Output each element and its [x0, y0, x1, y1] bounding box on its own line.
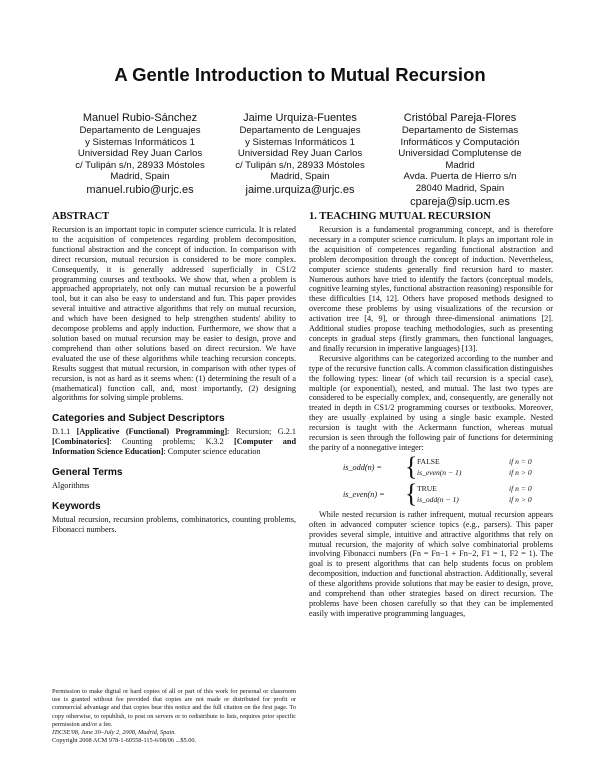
equation-case-condition: if n = 0 — [509, 483, 532, 493]
author-affiliation-line: Departamento de Lenguajes — [79, 125, 201, 136]
equation-case-condition: if n > 0 — [509, 467, 532, 477]
author-email: cpareja@sip.ucm.es — [410, 195, 510, 208]
equation-lhs: is_odd(n) = — [343, 462, 382, 472]
keywords-text: Mutual recursion, recursion problems, combinatorics, counting problems, Fibonacci numbers. — [52, 514, 296, 534]
author-block-3 — [370, 112, 550, 209]
author-affiliation-line: Universidad Complutense de — [398, 148, 522, 160]
author-name: Jaime Urquiza-Fuentes — [243, 112, 357, 124]
author-affiliation-line: Madrid — [445, 159, 475, 171]
conference-venue: ITiCSE'08, June 30–July 2, 2008, Madrid, Spain. — [52, 729, 176, 737]
equation-lhs: is_even(n) = — [343, 489, 385, 499]
author-affiliation-line: Universidad Rey Juan Carlos — [77, 148, 203, 160]
author-affiliation-line: y Sistemas Informáticos 1 — [85, 136, 195, 148]
right-column — [309, 210, 553, 619]
author-affiliation-line: Departamento de Lenguajes — [239, 125, 361, 136]
section-heading: 1. TEACHING MUTUAL RECURSION — [309, 211, 491, 222]
permission-text: Permission to make digital or hard copies of all or part of this work for personal or classroom use is granted without fee provided that copies are not made or distributed for profit or commercial advantage and that copies bear this notice and the full citation on the first page. To copy otherwise, to republish, to post on servers or to redistribute to lists, requires prior specific permission and/or a fee. — [52, 688, 296, 728]
categories-part: [Computer and Information Science Education] — [52, 437, 296, 457]
author-affiliation-line: Informáticos y Computación — [400, 136, 520, 148]
abstract-text: Recursion is an important topic in computer science curricula. It is related to the acquisition of competences regarding problem decomposition, functional abstraction and the concept of induction. In comparison with direct recursion, mutual recursion is considered to be more complex. Consequently, it is generally addressed superficially in CS1/2 programming courses and textbooks. We show that, when a problem is approached appropriately, not only can mutual recursion be a powerful tool, but it can also be easy to understand and fun. This paper provides several intuitive and attractive algorithms that rely on mutual recursion, and which have been designed to help strengthen students' ability to decompose problems and apply induction. Furthermore, we show that a solution based on mutual recursion may be easier to design, prove and comprehend than other solutions based on direct recursion. We have evaluated the use of these algorithms while teaching recursion concepts. Results suggest that mutual recursion, in comparison with other types of recursion, is not as hard as it seems when: (1) determining the result of a (mathematical) function call, and, most importantly, (2) designing algorithms for solving simple problems. — [52, 225, 296, 403]
author-affiliation-line: Madrid, Spain — [270, 171, 330, 183]
categories-part: [Combinatorics] — [52, 437, 110, 447]
author-block-2 — [210, 112, 390, 197]
equation-case-condition: if n = 0 — [509, 456, 532, 466]
categories-part: D.1.1 — [52, 427, 77, 437]
categories-part: : Counting problems; K.3.2 — [109, 437, 235, 447]
categories-heading: Categories and Subject Descriptors — [52, 413, 225, 425]
author-email: jaime.urquiza@urjc.es — [245, 183, 355, 196]
categories-part: [Applicative (Functional) Programming] — [76, 427, 228, 437]
brace-symbol: { — [405, 451, 418, 481]
equation-case-value: TRUE — [417, 483, 437, 493]
equation-is-even — [309, 478, 553, 508]
categories-text — [52, 427, 296, 457]
equation-case-value: is_odd(n − 1) — [417, 494, 459, 504]
left-column — [52, 210, 296, 535]
paper-title: A Gentle Introduction to Mutual Recursion — [114, 64, 486, 85]
general-terms-heading: General Terms — [52, 467, 123, 479]
categories-part: : Computer science education — [163, 447, 261, 457]
author-email: manuel.rubio@urjc.es — [86, 183, 194, 196]
author-name: Manuel Rubio-Sánchez — [82, 112, 198, 124]
section-paragraph: Recursion is a fundamental programming concept, and is therefore necessary in a computer science curriculum. It plays an important role in the acquisition of competences regarding functional abstraction and problem decomposition through the concept of induction. Nevertheless, computer science students generally find recursion hard to master. Numerous authors have tried to identify the factors (conceptual models, cognitive learning styles, functional abstraction reasoning) responsible for these difficulties [14, 12]. Others have proposed methods designed to overcome these problems by using visualizations of the recursion or activation tree [4, 9], or through three-dimensional animations [2]. Additional studies propose teaching methodologies, such as presenting concepts in gradual steps (firstly grammars, then functional languages, and finally recursion in imperative languages) [13]. — [309, 225, 553, 353]
copyright-line: Copyright 2008 ACM 978-1-60558-115-6/08/06 ...$5.00. — [52, 737, 197, 745]
author-affiliation-line: 28040 Madrid, Spain — [415, 182, 505, 194]
author-affiliation-line: Universidad Rey Juan Carlos — [237, 148, 363, 160]
equation-case-value: is_even(n − 1) — [417, 467, 462, 477]
author-affiliation-line: Avda. Puerta de Hierro s/n — [403, 171, 517, 183]
author-block-1 — [50, 112, 230, 197]
equation-case-condition: if n > 0 — [509, 494, 532, 504]
equation-case-value: FALSE — [417, 456, 440, 466]
general-terms-text: Algorithms — [52, 481, 90, 491]
keywords-heading: Keywords — [52, 500, 101, 512]
author-affiliation-line: y Sistemas Informáticos 1 — [245, 136, 355, 148]
author-affiliation-line: c/ Tulipán s/n, 28933 Móstoles — [75, 159, 205, 171]
permission-notice — [52, 688, 296, 745]
categories-part: : Recursion; G.2.1 — [227, 427, 296, 437]
brace-symbol: { — [405, 478, 418, 508]
abstract-heading: ABSTRACT — [52, 211, 110, 222]
author-affiliation-line: c/ Tulipán s/n, 28933 Móstoles — [235, 159, 365, 171]
author-affiliation-line: Madrid, Spain — [110, 171, 170, 183]
author-affiliation-line: Departamento de Sistemas — [401, 125, 519, 136]
equation-is-odd — [309, 451, 553, 481]
section-paragraph: Recursive algorithms can be categorized according to the number and type of the recursive function calls. A common classification distinguishes the following types: linear (of which tail recursion is a special case), multiple (or exponential), nested, and mutual. The last two types are considered to be especially complex, and, consequently, are generally not treated in depth in CS1/2 programming courses or textbooks. Moreover, they are usually explained by using a single basic example. Nested recursion is taught with the Ackermann function, whereas mutual recursion is seen through the following pair of functions for determining the parity of a nonnegative integer: — [309, 353, 553, 452]
author-name: Cristóbal Pareja-Flores — [403, 112, 517, 124]
section-paragraph: While nested recursion is rather infrequent, mutual recursion appears often in advanced computer science topics (e.g., parsers). This paper provides several simple, intuitive and attractive algorithms that rely on mutual recursion, the majority of which solve combinatorial problems involving Fibonacci numbers (Fn = Fn−1 + Fn−2, F1 = 1, F2 = 1). The goal is to present algorithms that can help students focus on problem decomposition, induction and functional abstraction. Additionally, several of these algorithms provide solutions that may be easier to design, prove, and comprehend than other strategies based on direct recursion. The problems have been chosen carefully so that they can be implemented easily with imperative programming languages, — [309, 509, 553, 618]
